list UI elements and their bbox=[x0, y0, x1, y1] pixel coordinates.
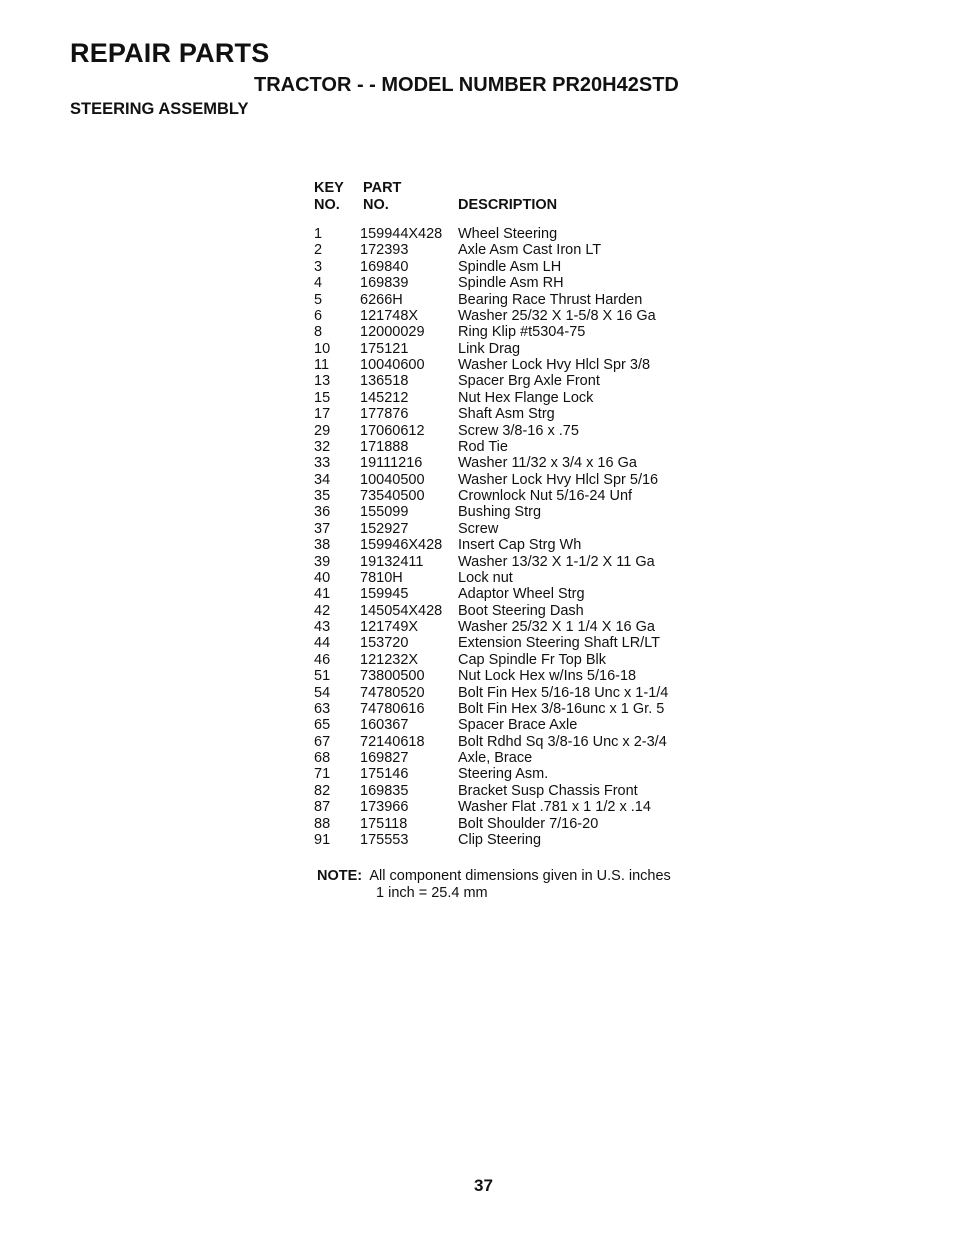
key-cell: 43 bbox=[314, 619, 331, 635]
part-number-cell: 177876 bbox=[360, 406, 409, 423]
key-cell: 17 bbox=[314, 406, 331, 423]
description-cell: Bolt Fin Hex 5/16-18 Unc x 1-1/4 bbox=[458, 684, 669, 701]
description-cell: Spacer Brace Axle bbox=[458, 717, 578, 734]
part-number-cell: 152927 bbox=[360, 520, 409, 537]
part-number-cell: 145212 bbox=[360, 389, 409, 406]
part-number-cell: 7810H bbox=[360, 569, 403, 586]
key-cell: 63 bbox=[314, 700, 331, 717]
note-line1: All component dimensions given in U.S. inches bbox=[369, 868, 671, 884]
description-cell: Boot Steering Dash bbox=[458, 602, 584, 619]
section-heading: STEERING ASSEMBLY bbox=[70, 100, 249, 118]
key-cell: 54 bbox=[314, 684, 331, 701]
key-cell: 36 bbox=[314, 504, 331, 521]
description-cell: Rod Tie bbox=[458, 438, 508, 455]
key-cell: 29 bbox=[314, 422, 331, 439]
key-cell: 37 bbox=[314, 520, 331, 537]
description-cell: Washer Lock Hvy Hlcl Spr 5/16 bbox=[458, 471, 659, 488]
key-cell: 87 bbox=[314, 799, 331, 816]
key-cell: 82 bbox=[314, 782, 331, 799]
note-label: NOTE: bbox=[317, 868, 363, 884]
key-cell: 2 bbox=[314, 242, 323, 259]
part-number-cell: 169840 bbox=[360, 258, 409, 275]
page-title: REPAIR PARTS bbox=[70, 38, 270, 68]
description-cell: Washer 25/32 X 1-5/8 X 16 Ga bbox=[458, 307, 656, 324]
key-cell: 65 bbox=[314, 717, 331, 734]
description-cell: Nut Lock Hex w/Ins 5/16-18 bbox=[458, 668, 637, 685]
description-cell: Bolt Fin Hex 3/8-16unc x 1 Gr. 5 bbox=[458, 700, 665, 717]
description-cell: Clip Steering bbox=[458, 831, 542, 848]
description-cell: Crownlock Nut 5/16-24 Unf bbox=[458, 488, 633, 504]
key-cell: 34 bbox=[314, 471, 331, 488]
description-cell: Link Drag bbox=[458, 340, 521, 357]
part-header-line2: NO. bbox=[363, 197, 389, 213]
description-cell: Insert Cap Strg Wh bbox=[458, 537, 582, 554]
part-number-cell: 159945 bbox=[360, 586, 409, 603]
part-number-cell: 10040500 bbox=[360, 471, 425, 488]
description-cell: Lock nut bbox=[458, 569, 513, 586]
key-cell: 44 bbox=[314, 635, 331, 652]
description-cell: Wheel Steering bbox=[458, 226, 558, 242]
description-cell: Washer 11/32 x 3/4 x 16 Ga bbox=[458, 455, 637, 472]
key-cell: 5 bbox=[314, 291, 323, 308]
description-cell: Shaft Asm Strg bbox=[458, 406, 555, 423]
key-cell: 11 bbox=[314, 357, 330, 373]
key-cell: 67 bbox=[314, 733, 331, 750]
part-number-cell: 12000029 bbox=[360, 324, 425, 341]
part-number-cell: 169827 bbox=[360, 750, 409, 766]
key-cell: 88 bbox=[314, 815, 331, 832]
part-number-cell: 136518 bbox=[360, 373, 409, 390]
part-number-cell: 153720 bbox=[360, 635, 409, 652]
part-number-cell: 155099 bbox=[360, 504, 409, 521]
key-cell: 33 bbox=[314, 455, 331, 472]
description-cell: Ring Klip #t5304-75 bbox=[458, 324, 586, 341]
key-cell: 3 bbox=[314, 258, 323, 275]
key-cell: 41 bbox=[314, 586, 331, 603]
part-number-cell: 145054X428 bbox=[360, 602, 443, 619]
part-number-cell: 74780520 bbox=[360, 684, 425, 701]
description-cell: Bolt Shoulder 7/16-20 bbox=[458, 815, 599, 832]
part-number-cell: 10040600 bbox=[360, 357, 425, 373]
key-cell: 10 bbox=[314, 340, 331, 357]
key-cell: 8 bbox=[314, 324, 323, 341]
part-number-cell: 159946X428 bbox=[360, 537, 443, 554]
description-cell: Spacer Brg Axle Front bbox=[458, 373, 600, 390]
description-cell: Adaptor Wheel Strg bbox=[458, 586, 585, 603]
part-number-cell: 160367 bbox=[360, 717, 409, 734]
page-number: 37 bbox=[474, 1176, 493, 1195]
part-number-cell: 169839 bbox=[360, 275, 409, 292]
note-line2: 1 inch = 25.4 mm bbox=[376, 884, 488, 901]
part-number-cell: 159944X428 bbox=[360, 226, 443, 242]
part-number-cell: 6266H bbox=[360, 291, 403, 308]
description-cell: Cap Spindle Fr Top Blk bbox=[458, 651, 607, 668]
part-number-cell: 74780616 bbox=[360, 700, 425, 717]
part-number-cell: 17060612 bbox=[360, 422, 425, 439]
key-cell: 38 bbox=[314, 537, 331, 554]
part-number-cell: 72140618 bbox=[360, 733, 425, 750]
part-number-cell: 175146 bbox=[360, 766, 409, 783]
key-cell: 32 bbox=[314, 438, 331, 455]
part-number-cell: 175553 bbox=[360, 831, 409, 848]
key-cell: 4 bbox=[314, 275, 323, 292]
part-number-cell: 121232X bbox=[360, 651, 419, 668]
part-number-cell: 121748X bbox=[360, 307, 419, 324]
key-cell: 39 bbox=[314, 553, 331, 570]
note bbox=[317, 868, 671, 901]
key-cell: 68 bbox=[314, 750, 331, 766]
part-header-line1: PART bbox=[363, 180, 402, 196]
description-cell: Bolt Rdhd Sq 3/8-16 Unc x 2-3/4 bbox=[458, 733, 667, 750]
part-number-cell: 19132411 bbox=[360, 553, 424, 570]
part-number-cell: 175118 bbox=[360, 815, 408, 832]
part-number-cell: 73540500 bbox=[360, 488, 425, 504]
key-cell: 6 bbox=[314, 307, 323, 324]
description-cell: Bushing Strg bbox=[458, 504, 542, 521]
key-cell: 1 bbox=[314, 226, 323, 242]
description-cell: Washer 25/32 X 1 1/4 X 16 Ga bbox=[458, 619, 655, 635]
description-cell: Axle, Brace bbox=[458, 750, 533, 766]
description-cell: Washer Flat .781 x 1 1/2 x .14 bbox=[458, 799, 651, 816]
key-cell: 35 bbox=[314, 488, 331, 504]
description-cell: Washer Lock Hvy Hlcl Spr 3/8 bbox=[458, 357, 651, 373]
description-cell: Screw 3/8-16 x .75 bbox=[458, 422, 579, 439]
part-number-cell: 121749X bbox=[360, 619, 419, 635]
key-cell: 71 bbox=[314, 766, 331, 783]
part-number-cell: 169835 bbox=[360, 782, 409, 799]
description-cell: Nut Hex Flange Lock bbox=[458, 389, 594, 406]
part-number-cell: 173966 bbox=[360, 799, 409, 816]
description-cell: Bracket Susp Chassis Front bbox=[458, 782, 638, 799]
part-number-cell: 171888 bbox=[360, 438, 409, 455]
key-cell: 15 bbox=[314, 389, 331, 406]
key-cell: 13 bbox=[314, 373, 331, 390]
description-cell: Bearing Race Thrust Harden bbox=[458, 291, 643, 308]
key-header-line2: NO. bbox=[314, 197, 340, 213]
key-header-line1: KEY bbox=[314, 180, 344, 196]
part-number-cell: 19111216 bbox=[360, 455, 423, 472]
key-cell: 51 bbox=[314, 668, 331, 685]
description-cell: Spindle Asm RH bbox=[458, 275, 564, 292]
description-cell: Washer 13/32 X 1-1/2 X 11 Ga bbox=[458, 553, 655, 570]
key-cell: 46 bbox=[314, 651, 331, 668]
description-cell: Screw bbox=[458, 520, 499, 537]
description-cell: Spindle Asm LH bbox=[458, 258, 562, 275]
model-subtitle: TRACTOR - - MODEL NUMBER PR20H42STD bbox=[254, 74, 679, 96]
part-number-cell: 73800500 bbox=[360, 668, 425, 685]
description-cell: Steering Asm. bbox=[458, 766, 549, 783]
part-number-cell: 175121 bbox=[360, 340, 409, 357]
key-cell: 42 bbox=[314, 602, 331, 619]
description-cell: Extension Steering Shaft LR/LT bbox=[458, 635, 661, 652]
part-number-cell: 172393 bbox=[360, 242, 409, 259]
key-cell: 91 bbox=[314, 831, 331, 848]
description-cell: Axle Asm Cast Iron LT bbox=[458, 242, 602, 259]
key-cell: 40 bbox=[314, 569, 331, 586]
description-header: DESCRIPTION bbox=[458, 197, 558, 213]
